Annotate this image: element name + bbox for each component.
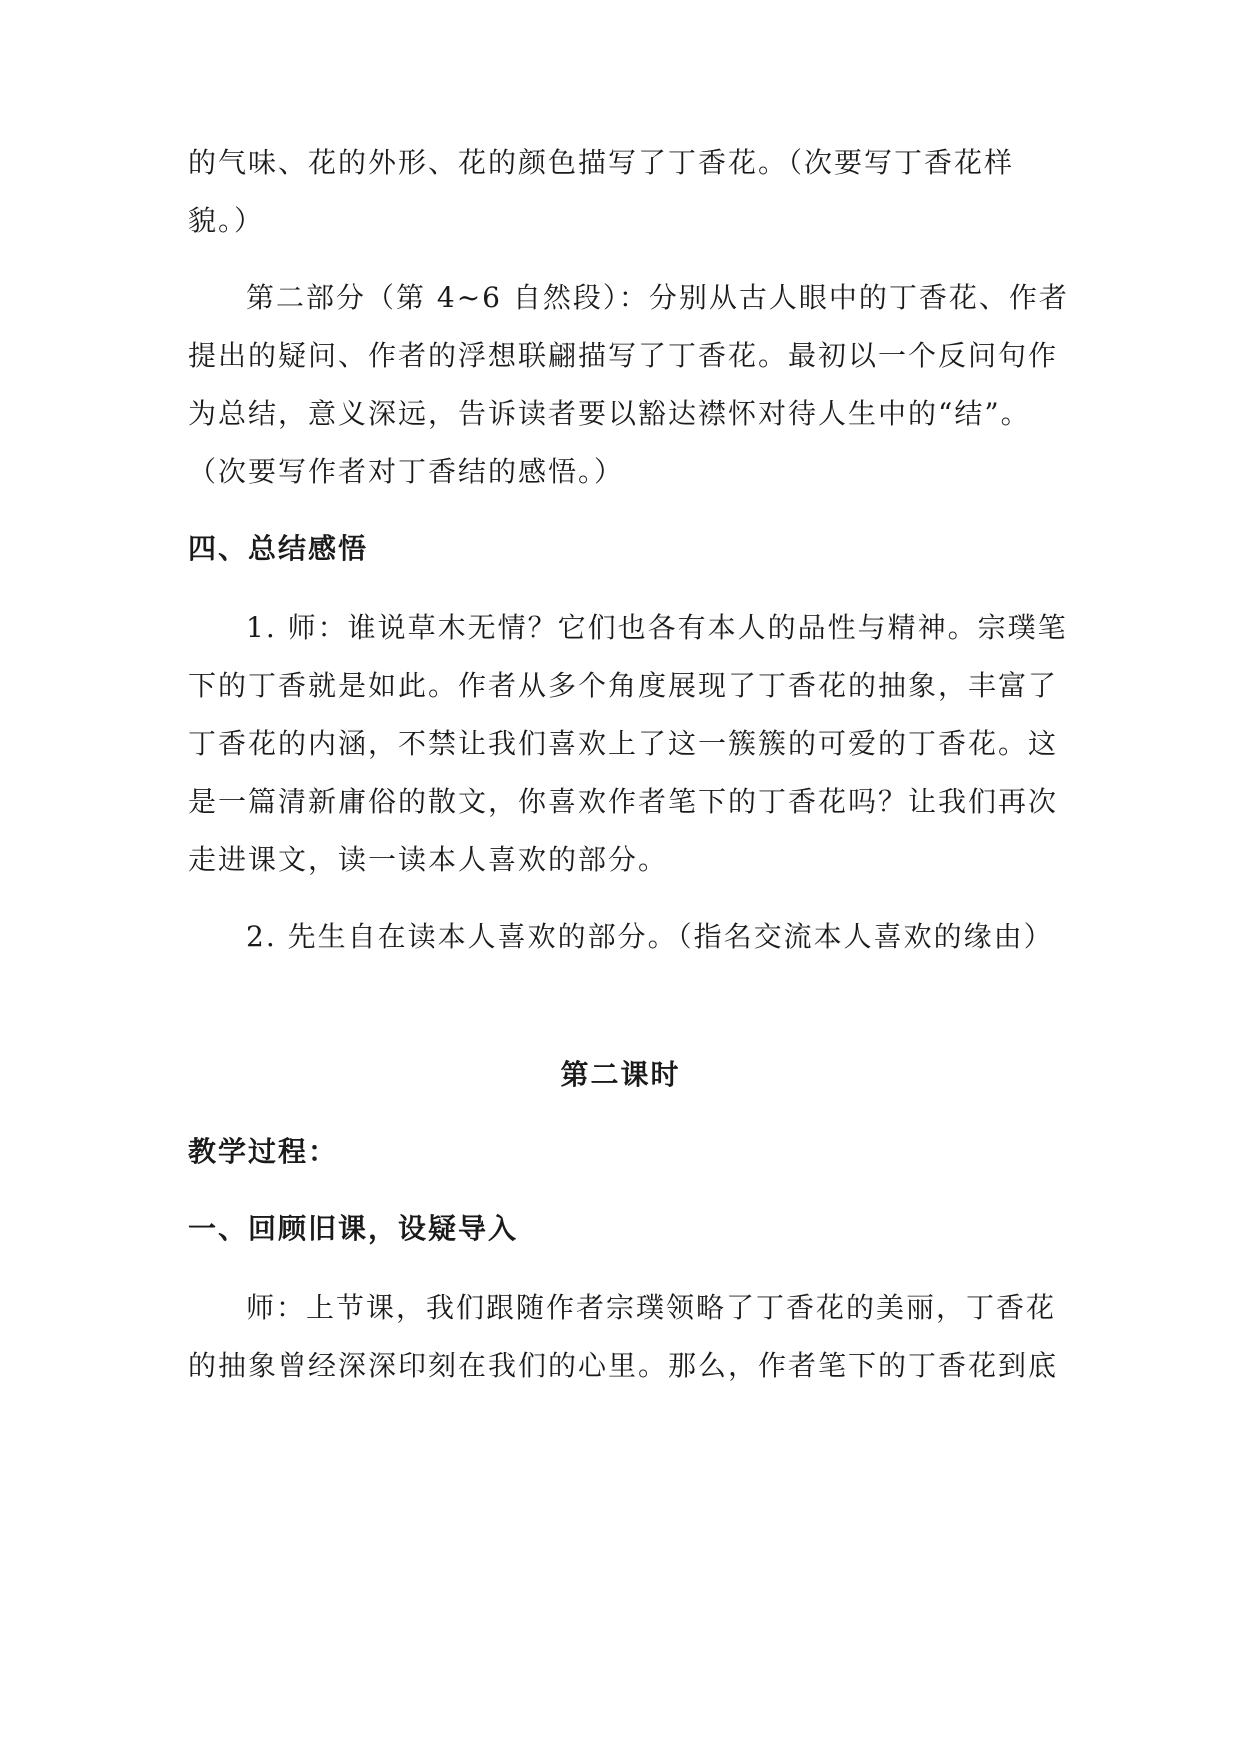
- text-line: 为总结，意义深远，告诉读者要以豁达襟怀对待人生中的“结”。: [188, 397, 1031, 430]
- text-line: 是一篇清新庸俗的散文，你喜欢作者笔下的丁香花吗？让我们再次: [188, 785, 1059, 818]
- text-line: 提出的疑问、作者的浮想联翩描写了丁香花。最初以一个反问句作: [188, 339, 1059, 372]
- text-line: 下的丁香就是如此。作者从多个角度展现了丁香花的抽象，丰富了: [188, 669, 1059, 702]
- text-line: （次要写作者对丁香结的感悟。）: [188, 455, 625, 488]
- text-line: 2. 先生自在读本人喜欢的部分。（指名交流本人喜欢的缘由）: [246, 920, 1054, 953]
- text-line: 第二部分（第 4~6 自然段）：分别从古人眼中的丁香花、作者: [246, 281, 1069, 314]
- lesson-title: 第二课时: [560, 1058, 681, 1091]
- text-line: 的抽象曾经深深印刻在我们的心里。那么，作者笔下的丁香花到底: [188, 1349, 1059, 1382]
- section-heading-review: 一、回顾旧课，设疑导入: [188, 1212, 519, 1245]
- text-line: 师：上节课，我们跟随作者宗璞领略了丁香花的美丽，丁香花: [246, 1291, 1057, 1324]
- section-heading-process: 教学过程：: [188, 1135, 339, 1168]
- text-line: 的气味、花的外形、花的颜色描写了丁香花。（次要写丁香花样: [188, 146, 1015, 179]
- text-line: 貌。）: [188, 204, 265, 237]
- text-line: 走进课文，读一读本人喜欢的部分。: [188, 843, 669, 876]
- text-line: 1. 师：谁说草木无情？它们也各有本人的品性与精神。宗璞笔: [246, 611, 1068, 644]
- text-line: 丁香花的内涵，不禁让我们喜欢上了这一簇簇的可爱的丁香花。这: [188, 727, 1059, 760]
- section-heading-summary: 四、总结感悟: [188, 532, 369, 565]
